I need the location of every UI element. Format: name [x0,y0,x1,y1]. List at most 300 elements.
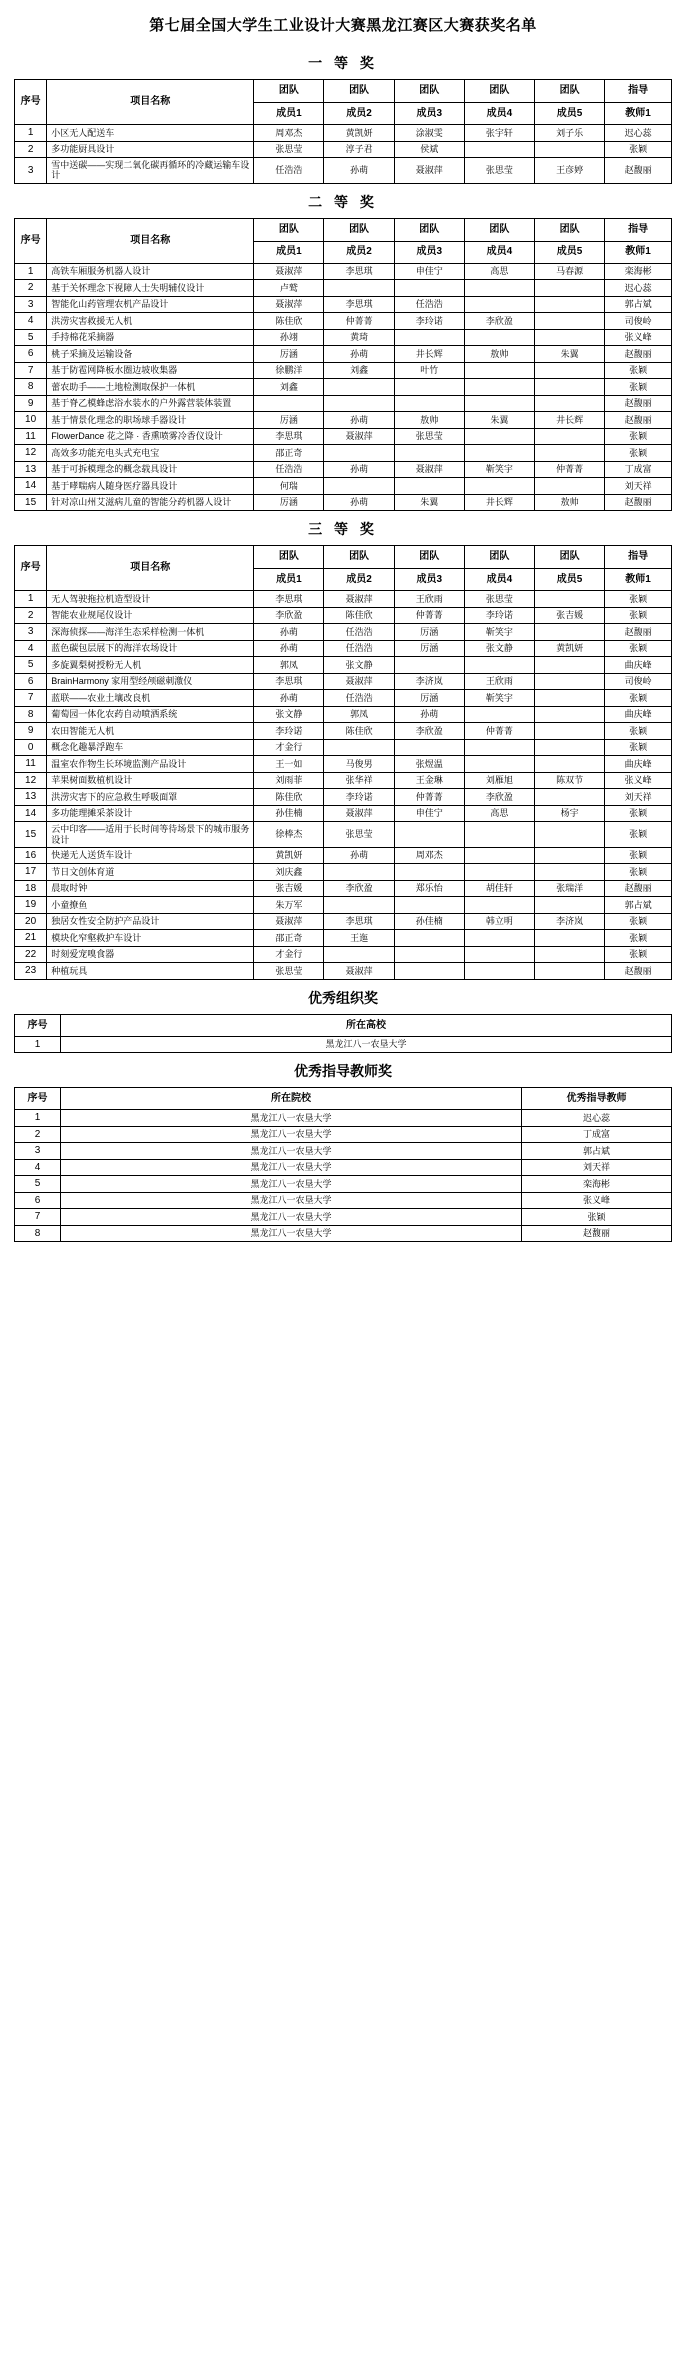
cell-member-4: 李欣盈 [464,789,534,806]
col-team-2: 团队 [324,218,394,241]
cell-project-name: 智能农业规尾仪设计 [47,607,254,624]
cell-project-name: 基于可拆模理念的概念载具设计 [47,461,254,478]
cell-member-1: 黄凯妍 [254,847,324,864]
cell-member-1: 陈佳欣 [254,789,324,806]
cell-index: 3 [15,1143,61,1160]
cell-member-3: 王金琳 [394,772,464,789]
cell-member-3: 申佳宁 [394,805,464,822]
cell-member-4: 胡佳轩 [464,880,534,897]
table-row [15,673,672,690]
table-row [15,723,672,740]
table-header-row [15,1088,672,1110]
cell-member-2: 李思琪 [324,263,394,280]
cell-member-3: 张思莹 [394,428,464,445]
cell-index: 15 [15,822,47,848]
cell-teacher: 赵馥丽 [605,880,672,897]
table-row [15,313,672,330]
page-title: 第七届全国大学生工业设计大赛黑龙江赛区大赛获奖名单 [149,17,537,34]
cell-member-5: 王彦婷 [535,158,605,184]
cell-member-4: 高思 [464,263,534,280]
cell-member-2 [324,445,394,462]
cell-index: 5 [15,1176,61,1193]
col-member-4: 成员4 [464,103,534,125]
cell-member-1: 周邓杰 [254,125,324,142]
cell-school: 黑龙江八一农垦大学 [61,1192,522,1209]
cell-index: 16 [15,847,47,864]
cell-project-name: 洪涝灾害下的应急救生呼吸面罩 [47,789,254,806]
cell-project-name: 针对凉山州艾滋病儿童的智能分药机器人设计 [47,494,254,511]
table-row [15,263,672,280]
cell-teacher: 张义峰 [522,1192,672,1209]
table-row [15,822,672,848]
cell-member-1: 张文静 [254,706,324,723]
cell-project-name: 农田智能无人机 [47,723,254,740]
cell-member-2: 张文静 [324,657,394,674]
cell-member-4: 张宇轩 [464,125,534,142]
cell-member-4: 靳笑宇 [464,461,534,478]
cell-member-4 [464,296,534,313]
cell-member-3: 申佳宁 [394,263,464,280]
table-row [15,1209,672,1226]
cell-project-name: 深海侦探——海洋生态采样检测一体机 [47,624,254,641]
cell-teacher: 赵馥丽 [605,624,672,641]
cell-teacher: 赵馥丽 [605,412,672,429]
table-row [15,690,672,707]
table-row [15,640,672,657]
cell-index: 22 [15,946,47,963]
first-prize-body [15,125,672,184]
cell-member-2: 聂淑萍 [324,673,394,690]
section-title-first-prize: 一 等 奖 [308,55,378,71]
cell-teacher: 赵馥丽 [605,494,672,511]
cell-index: 14 [15,478,47,495]
cell-teacher: 郭占斌 [605,296,672,313]
cell-teacher: 栾海彬 [605,263,672,280]
table-row [15,930,672,947]
cell-teacher: 司俊岭 [605,673,672,690]
cell-member-1: 聂淑萍 [254,296,324,313]
cell-member-5 [535,379,605,396]
cell-member-4 [464,445,534,462]
cell-member-3 [394,329,464,346]
cell-index: 2 [15,1126,61,1143]
cell-member-2: 张华祥 [324,772,394,789]
cell-member-2: 淳子君 [324,141,394,158]
table-row [15,478,672,495]
cell-member-1: 李思琪 [254,428,324,445]
table-row [15,346,672,363]
table-row [15,395,672,412]
cell-member-1: 李思琪 [254,673,324,690]
cell-project-name: 基于脊乙模蜂虑浴水装水的户外露营装体装置 [47,395,254,412]
cell-project-name: 苹果树面数植机设计 [47,772,254,789]
cell-member-4 [464,329,534,346]
section-title-second-prize: 二 等 奖 [308,193,378,210]
col-team-3: 团队 [394,546,464,569]
table-row [15,963,672,980]
cell-project-name: 葡萄园一体化农药自动喷洒系统 [47,706,254,723]
cell-member-3 [394,739,464,756]
cell-member-5 [535,756,605,773]
col-teacher: 优秀指导教师 [522,1088,672,1110]
cell-member-2: 张思莹 [324,822,394,848]
cell-index: 12 [15,772,47,789]
col-index: 序号 [15,218,47,263]
cell-project-name: 蕾农助手——土地检测取保护一体机 [47,379,254,396]
cell-member-1: 刘庆鑫 [254,864,324,881]
cell-member-3: 李欣盈 [394,723,464,740]
cell-member-5: 陈双节 [535,772,605,789]
cell-member-3: 王欣雨 [394,591,464,608]
cell-member-3: 周邓杰 [394,847,464,864]
col-index: 序号 [15,1088,61,1110]
cell-member-1: 徐鹏洋 [254,362,324,379]
table-row [15,739,672,756]
cell-member-5: 仲菁菁 [535,461,605,478]
cell-index: 5 [15,657,47,674]
table-row [15,624,672,641]
cell-member-2 [324,280,394,297]
cell-member-3: 敖帅 [394,412,464,429]
cell-member-5 [535,141,605,158]
cell-project-name: 桃子采摘及运输设备 [47,346,254,363]
cell-teacher: 张颖 [605,445,672,462]
cell-member-1: 张思莹 [254,963,324,980]
cell-member-5 [535,723,605,740]
col-school: 所在高校 [61,1014,672,1036]
cell-teacher: 赵馥丽 [605,395,672,412]
col-team-5: 团队 [535,218,605,241]
cell-member-3: 聂淑萍 [394,158,464,184]
cell-member-2 [324,379,394,396]
cell-member-5: 马春源 [535,263,605,280]
cell-member-1: 张思莹 [254,141,324,158]
col-team-4: 团队 [464,546,534,569]
cell-member-1: 孙萌 [254,690,324,707]
cell-member-4 [464,706,534,723]
col-member-3: 成员3 [394,241,464,263]
table-row [15,445,672,462]
cell-member-5 [535,822,605,848]
cell-member-1: 任浩浩 [254,461,324,478]
cell-member-5 [535,395,605,412]
cell-member-2: 郭凤 [324,706,394,723]
cell-member-2 [324,478,394,495]
cell-index: 8 [15,379,47,396]
cell-member-1 [254,395,324,412]
cell-member-2 [324,897,394,914]
cell-member-4 [464,930,534,947]
cell-member-2: 李欣盈 [324,880,394,897]
cell-member-3: 李济岚 [394,673,464,690]
cell-school: 黑龙江八一农垦大学 [61,1036,672,1053]
cell-member-2: 任浩浩 [324,690,394,707]
cell-teacher: 丁成富 [522,1126,672,1143]
cell-index: 4 [15,1159,61,1176]
table-row [15,706,672,723]
cell-member-2: 孙萌 [324,494,394,511]
cell-member-4 [464,141,534,158]
col-team-4: 团队 [464,218,534,241]
second-prize-table [14,218,672,512]
cell-member-1: 卢鹫 [254,280,324,297]
cell-project-name: 小童撩鱼 [47,897,254,914]
cell-member-2 [324,864,394,881]
cell-teacher: 迟心蕊 [605,280,672,297]
cell-member-2: 孙萌 [324,412,394,429]
cell-teacher: 郭占斌 [605,897,672,914]
cell-member-3: 厉涵 [394,640,464,657]
cell-member-4: 李欣盈 [464,313,534,330]
col-member-2: 成员2 [324,103,394,125]
col-index: 序号 [15,1014,61,1036]
cell-project-name: 蓝色碳包层展下的海洋农场设计 [47,640,254,657]
cell-index: 2 [15,280,47,297]
cell-member-4: 李玲诺 [464,607,534,624]
cell-teacher: 张颖 [605,428,672,445]
table-row [15,494,672,511]
table-row [15,1159,672,1176]
cell-member-5 [535,897,605,914]
table-row [15,428,672,445]
table-row [15,1176,672,1193]
table-row [15,946,672,963]
cell-project-name: 晨取时钟 [47,880,254,897]
cell-member-1: 王一如 [254,756,324,773]
table-row [15,296,672,313]
cell-member-3 [394,478,464,495]
cell-member-4: 靳笑宇 [464,690,534,707]
col-member-1: 成员1 [254,241,324,263]
cell-index: 14 [15,805,47,822]
cell-member-3: 朱翼 [394,494,464,511]
cell-index: 0 [15,739,47,756]
cell-member-5 [535,706,605,723]
cell-project-name: 高效多功能充电头式充电宝 [47,445,254,462]
cell-member-3: 张煜温 [394,756,464,773]
cell-member-5: 敖帅 [535,494,605,511]
table-row [15,789,672,806]
cell-project-name: FlowerDance 花之降 · 香熏喷雾冷香仪设计 [47,428,254,445]
first-prize-table [14,79,672,184]
cell-member-2 [324,946,394,963]
cell-teacher: 张颖 [605,362,672,379]
cell-member-4 [464,379,534,396]
cell-member-3 [394,280,464,297]
cell-member-1: 陈佳欣 [254,313,324,330]
cell-member-3: 郑乐怡 [394,880,464,897]
cell-member-2: 陈佳欣 [324,607,394,624]
section-title-teacher-award: 优秀指导教师奖 [294,1063,392,1080]
cell-index: 13 [15,789,47,806]
cell-teacher: 张颖 [605,822,672,848]
table-row [15,591,672,608]
table-row [15,158,672,184]
cell-index: 12 [15,445,47,462]
cell-member-3: 涂淑雯 [394,125,464,142]
cell-teacher: 赵馥丽 [522,1225,672,1242]
cell-teacher: 张颖 [605,141,672,158]
cell-member-3: 李玲诺 [394,313,464,330]
cell-member-2: 李思琪 [324,913,394,930]
col-member-1: 成员1 [254,103,324,125]
cell-member-5: 张吉媛 [535,607,605,624]
cell-project-name: 多功能厨具设计 [47,141,254,158]
cell-teacher: 刘天祥 [605,478,672,495]
cell-member-4 [464,864,534,881]
cell-member-5 [535,739,605,756]
cell-member-1: 孙萌 [254,624,324,641]
cell-index: 1 [15,591,47,608]
cell-teacher: 迟心蕊 [522,1110,672,1127]
table-row [15,657,672,674]
col-team-2: 团队 [324,546,394,569]
cell-member-2: 孙萌 [324,346,394,363]
cell-teacher: 张颖 [605,805,672,822]
cell-teacher: 张颖 [605,847,672,864]
cell-member-1: 刘雨菲 [254,772,324,789]
cell-index: 18 [15,880,47,897]
section-title-third-prize: 三 等 奖 [308,521,378,538]
cell-member-4 [464,739,534,756]
cell-index: 17 [15,864,47,881]
cell-index: 7 [15,362,47,379]
cell-member-2: 聂淑萍 [324,805,394,822]
cell-member-5 [535,280,605,297]
cell-member-3: 孙萌 [394,706,464,723]
cell-project-name: 小区无人配送车 [47,125,254,142]
cell-member-2: 聂淑萍 [324,428,394,445]
cell-member-5: 刘子乐 [535,125,605,142]
cell-member-5 [535,673,605,690]
cell-member-3: 叶竹 [394,362,464,379]
cell-member-3: 井长辉 [394,346,464,363]
table-row [15,125,672,142]
table-row [15,913,672,930]
table-row [15,864,672,881]
cell-teacher: 郭占斌 [522,1143,672,1160]
cell-member-3: 聂淑萍 [394,461,464,478]
cell-index: 1 [15,1036,61,1053]
cell-teacher: 张颖 [605,379,672,396]
col-member-3: 成员3 [394,103,464,125]
cell-index: 4 [15,313,47,330]
cell-teacher: 张颖 [605,591,672,608]
cell-member-2: 聂淑萍 [324,963,394,980]
cell-teacher: 张颖 [605,930,672,947]
table-row [15,756,672,773]
cell-teacher: 司俊岭 [605,313,672,330]
cell-project-name: 手持棉花采摘器 [47,329,254,346]
cell-member-4 [464,946,534,963]
cell-index: 9 [15,723,47,740]
cell-member-2: 任浩浩 [324,624,394,641]
cell-index: 1 [15,1110,61,1127]
cell-teacher: 曲庆峰 [605,657,672,674]
table-row [15,141,672,158]
cell-member-1: 才金行 [254,946,324,963]
cell-member-1: 何瑞 [254,478,324,495]
cell-member-1: 厉涵 [254,494,324,511]
cell-member-1: 邵正奇 [254,445,324,462]
cell-index: 3 [15,296,47,313]
cell-index: 6 [15,673,47,690]
cell-project-name: 时刻爱宠嗅食器 [47,946,254,963]
cell-member-4: 朱翼 [464,412,534,429]
table-row [15,1192,672,1209]
cell-project-name: 快递无人送货车设计 [47,847,254,864]
cell-member-1: 李欣盈 [254,607,324,624]
cell-project-name: 基于防雹网降板水圈边坡收集器 [47,362,254,379]
cell-member-4 [464,657,534,674]
cell-member-4: 张文静 [464,640,534,657]
cell-member-3: 厉涵 [394,624,464,641]
table-row [15,1036,672,1053]
cell-member-3: 仲菁菁 [394,789,464,806]
table-row [15,772,672,789]
cell-project-name: 多旋翼梨树授粉无人机 [47,657,254,674]
cell-member-4: 仲菁菁 [464,723,534,740]
cell-member-1: 孙佳楠 [254,805,324,822]
cell-member-3 [394,897,464,914]
cell-member-5: 杨宇 [535,805,605,822]
teacher-award-table [14,1087,672,1242]
col-team-4: 团队 [464,80,534,103]
cell-index: 10 [15,412,47,429]
cell-member-3: 任浩浩 [394,296,464,313]
cell-member-3 [394,657,464,674]
col-member-2: 成员2 [324,569,394,591]
cell-member-1: 孙萌 [254,640,324,657]
table-row [15,461,672,478]
table-row [15,880,672,897]
cell-member-1: 郭凤 [254,657,324,674]
cell-teacher: 迟心蕊 [605,125,672,142]
cell-index: 8 [15,1225,61,1242]
cell-index: 13 [15,461,47,478]
cell-project-name: 高铁车厢服务机器人设计 [47,263,254,280]
cell-project-name: 雪中送碳——实现二氧化碳再循环的冷藏运输车设计 [47,158,254,184]
cell-member-4 [464,756,534,773]
cell-index: 2 [15,141,47,158]
cell-teacher: 曲庆峰 [605,756,672,773]
col-team-5: 团队 [535,80,605,103]
col-school: 所在院校 [61,1088,522,1110]
col-project-name: 项目名称 [47,80,254,125]
cell-index: 7 [15,690,47,707]
cell-index: 11 [15,756,47,773]
cell-index: 9 [15,395,47,412]
cell-member-4 [464,847,534,864]
cell-member-5 [535,963,605,980]
cell-teacher: 栾海彬 [522,1176,672,1193]
cell-school: 黑龙江八一农垦大学 [61,1126,522,1143]
col-team-5: 团队 [535,546,605,569]
col-advisor: 指导 [605,218,672,241]
cell-index: 20 [15,913,47,930]
cell-member-2: 孙萌 [324,158,394,184]
cell-teacher: 张颖 [605,640,672,657]
cell-member-4 [464,428,534,445]
cell-index: 5 [15,329,47,346]
cell-member-4 [464,395,534,412]
org-award-table [14,1014,672,1054]
table-row [15,1126,672,1143]
cell-teacher: 张颖 [605,913,672,930]
cell-project-name: 概念化趣暴浮跑车 [47,739,254,756]
col-team-1: 团队 [254,80,324,103]
section-title-org-award: 优秀组织奖 [308,989,378,1006]
